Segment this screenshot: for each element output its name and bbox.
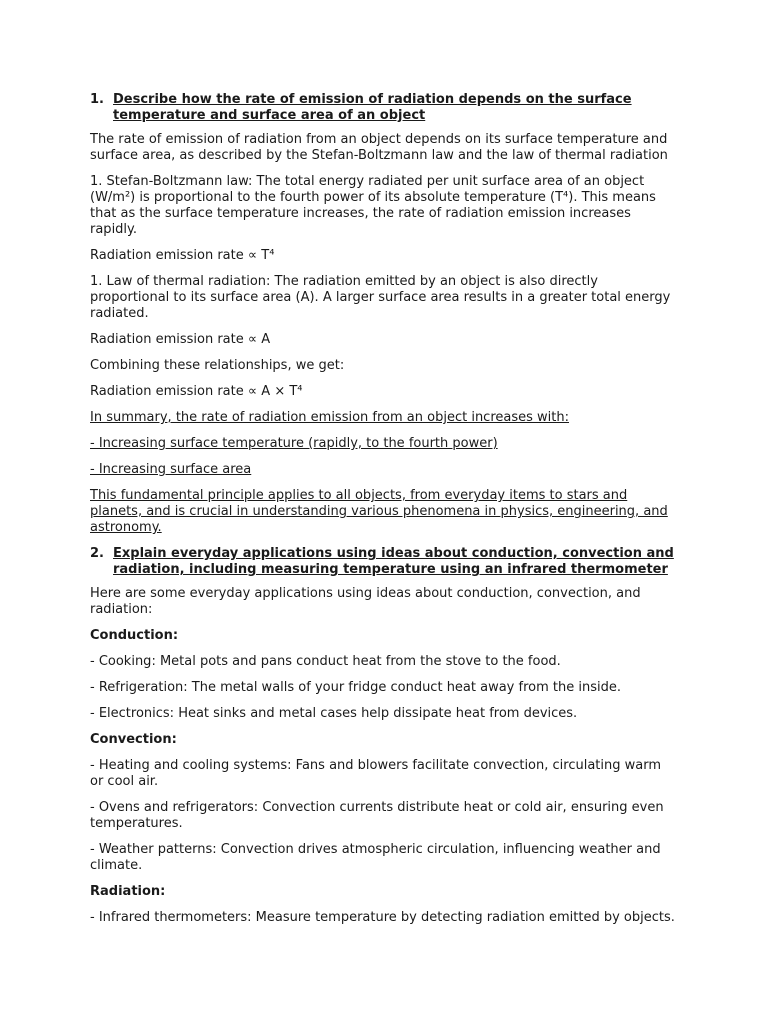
summary-item-area: - Increasing surface area (90, 462, 252, 477)
radiation-title: Radiation: (90, 884, 166, 899)
list-item: - Infrared thermometers: Measure temperature by detecting radiation emitted by objects. (90, 910, 675, 925)
summary-item-temperature: - Increasing surface temperature (rapidly, to the fourth power) (90, 436, 498, 451)
list-item: - Refrigeration: The metal walls of your fridge conduct heat away from the inside. (90, 680, 621, 695)
stefan-boltzmann-paragraph: 1. Stefan-Boltzmann law: The total energy radiated per unit surface area of an object (W/m²) is proportional to the fourth power of its absolute temperature (T⁴). This means that as the surface temperature increases, the rate of radiation emission increases rapidly. (90, 174, 656, 237)
summary-text: In summary, the rate of radiation emission from an object increases with: (90, 410, 569, 425)
section1-heading-text: Describe how the rate of emission of radiation depends on the surface temperature and surface area of an object (113, 92, 632, 123)
section2-heading-text: Explain everyday applications using ideas about conduction, convection and radiation, including measuring temperature using an infrared thermometer (113, 546, 674, 577)
formula-t4: Radiation emission rate ∝ T⁴ (90, 248, 275, 263)
combining-text: Combining these relationships, we get: (90, 358, 345, 373)
list-item: - Weather patterns: Convection drives atmospheric circulation, influencing weather and climate. (90, 842, 661, 873)
convection-title: Convection: (90, 732, 177, 747)
list-item: - Heating and cooling systems: Fans and blowers facilitate convection, circulating warm or cool air. (90, 758, 662, 789)
section1-heading (90, 92, 678, 124)
section1-number: 1. (90, 92, 104, 107)
list-item: - Cooking: Metal pots and pans conduct heat from the stove to the food. (90, 654, 561, 669)
section2-number: 2. (90, 546, 104, 561)
list-item: - Ovens and refrigerators: Convection currents distribute heat or cold air, ensuring even temperatures. (90, 800, 664, 831)
formula-combined: Radiation emission rate ∝ A × T⁴ (90, 384, 303, 399)
section2-intro: Here are some everyday applications using ideas about conduction, convection, and radiation: (90, 586, 641, 617)
conduction-title: Conduction: (90, 628, 179, 643)
section1-intro: The rate of emission of radiation from an object depends on its surface temperature and surface area, as described by the Stefan-Boltzmann law and the law of thermal radiation (90, 132, 668, 163)
section2-heading (90, 546, 678, 578)
principle-text: This fundamental principle applies to all objects, from everyday items to stars and planets, and is crucial in understanding various phenomena in physics, engineering, and astronomy. (90, 488, 668, 535)
list-item: - Electronics: Heat sinks and metal cases help dissipate heat from devices. (90, 706, 578, 721)
formula-a: Radiation emission rate ∝ A (90, 332, 271, 347)
thermal-radiation-paragraph: 1. Law of thermal radiation: The radiation emitted by an object is also directly proportional to its surface area (A). A larger surface area results in a greater total energy radiated. (90, 274, 671, 321)
